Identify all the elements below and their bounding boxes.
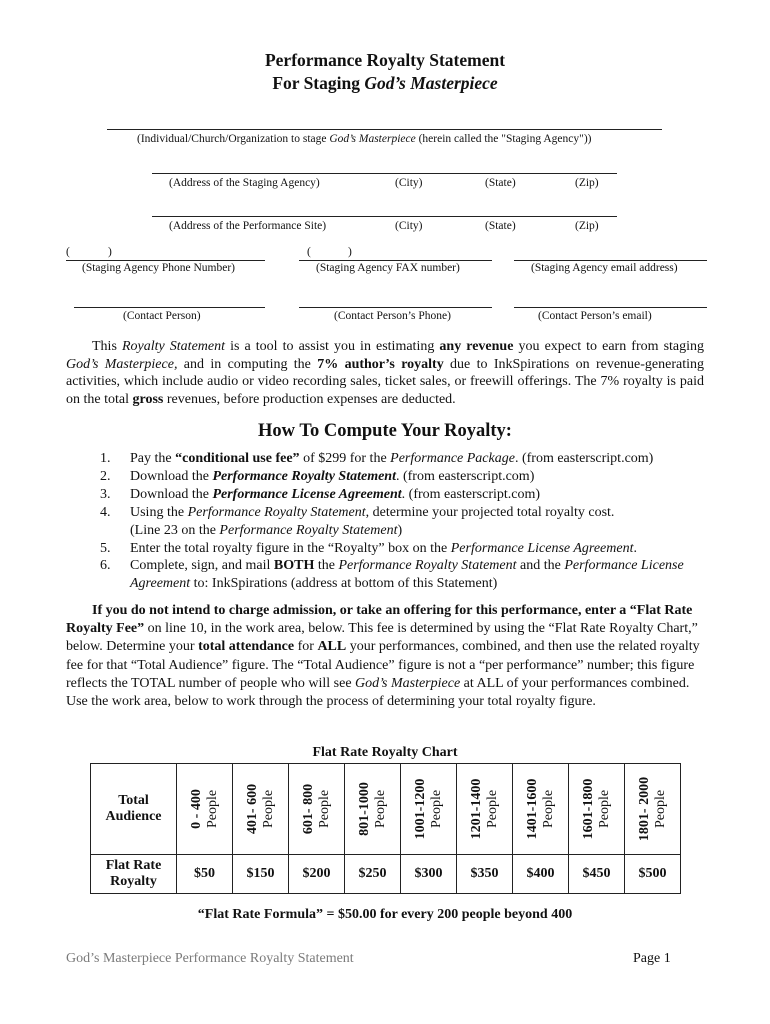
people-label: People bbox=[596, 789, 612, 829]
people-label: People bbox=[204, 789, 220, 829]
royalty-fee-cell: $450 bbox=[569, 855, 625, 894]
agency-address-line[interactable] bbox=[152, 173, 617, 174]
phone-line[interactable] bbox=[66, 260, 265, 261]
royalty-fee-cell: $200 bbox=[289, 855, 345, 894]
email-line[interactable] bbox=[514, 260, 707, 261]
audience-range-label bbox=[357, 782, 389, 836]
audience-range-text: 1401-1600 bbox=[524, 778, 540, 840]
site-address-caption: (Address of the Performance Site) bbox=[169, 220, 327, 232]
audience-range-text: 1601-1800 bbox=[580, 778, 596, 840]
footer-document-name: God’s Masterpiece Performance Royalty Statement bbox=[66, 951, 354, 966]
site-city-caption: (City) bbox=[395, 220, 423, 232]
footer-page-number: Page 1 bbox=[633, 951, 671, 966]
chart-title: Flat Rate Royalty Chart bbox=[312, 745, 458, 760]
agency-state-caption: (State) bbox=[485, 177, 516, 189]
list-item: 4. Using the Performance Royalty Statement, determine your projected total royalty cost. (Line 23 on the Performance Royalty Statement) bbox=[100, 504, 615, 538]
audience-range-label bbox=[637, 777, 669, 841]
howto-heading: How To Compute Your Royalty: bbox=[258, 421, 512, 441]
phone-caption: (Staging Agency Phone Number) bbox=[82, 262, 235, 274]
fax-paren-open: ( bbox=[307, 246, 311, 258]
flat-rate-formula: “Flat Rate Formula” = $50.00 for every 200 people beyond 400 bbox=[197, 907, 573, 922]
page-subtitle bbox=[0, 73, 770, 94]
contact-email-line[interactable] bbox=[514, 307, 707, 308]
caption-text: (Individual/Church/Organization to stage bbox=[137, 133, 330, 145]
royalty-fee-cell: $250 bbox=[345, 855, 401, 894]
site-address-line[interactable] bbox=[152, 216, 617, 217]
table-row bbox=[91, 764, 681, 855]
fax-paren-close: ) bbox=[348, 246, 352, 258]
howto-steps bbox=[66, 450, 706, 593]
page-title: Performance Royalty Statement bbox=[264, 50, 506, 70]
phone-paren-close: ) bbox=[108, 246, 112, 258]
audience-range-label bbox=[301, 784, 333, 834]
site-zip-caption: (Zip) bbox=[575, 220, 599, 232]
audience-range-text: 0 - 400 bbox=[188, 789, 204, 829]
audience-range-text: 401- 600 bbox=[244, 783, 260, 835]
audience-range-cell bbox=[457, 764, 513, 855]
site-state-caption: (State) bbox=[485, 220, 516, 232]
list-item: 5. Enter the total royalty figure in the “Royalty” box on the Performance License Agreement. bbox=[100, 540, 637, 556]
people-label: People bbox=[428, 789, 444, 829]
list-item: 2. Download the Performance Royalty Statement. (from easterscript.com) bbox=[100, 468, 535, 484]
royalty-fee-cell: $500 bbox=[625, 855, 681, 894]
royalty-fee-cell: $50 bbox=[177, 855, 233, 894]
agency-zip-caption: (Zip) bbox=[575, 177, 599, 189]
audience-range-label bbox=[413, 779, 445, 840]
royalty-fee-cell: $400 bbox=[513, 855, 569, 894]
royalty-fee-cell: $350 bbox=[457, 855, 513, 894]
audience-range-text: 1201-1400 bbox=[468, 778, 484, 840]
people-label: People bbox=[484, 789, 500, 829]
audience-range-cell bbox=[513, 764, 569, 855]
caption-italic: God’s Masterpiece bbox=[329, 133, 416, 145]
agency-name-line[interactable] bbox=[107, 129, 662, 130]
people-label: People bbox=[260, 789, 276, 829]
email-caption: (Staging Agency email address) bbox=[531, 262, 678, 274]
list-item: 1. Pay the “conditional use fee” of $299 for the Performance Package. (from easterscript.com) bbox=[100, 451, 654, 466]
audience-range-text: 1001-1200 bbox=[412, 778, 428, 840]
contact-person-line[interactable] bbox=[74, 307, 265, 308]
flat-rate-paragraph: If you do not intend to charge admission, or take an offering for this performance, enter a “Flat Rate Royalty Fee” on line 10, in the work area, below. This fee is determined by using the “Flat Rate Royalty Chart,” below. Determine your total attendance for ALL your performances, combined, and then use the related royalty fee for that “Total Audience” figure. The “Total Audience” figure is not a “per performance” number; this figure reflects the TOTAL number of people who will see God’s Masterpiece at ALL of your performances combined. Use the work area, below to work through the process of determining your total royalty figure. bbox=[66, 603, 700, 710]
agency-address-caption: (Address of the Staging Agency) bbox=[169, 177, 320, 189]
intro-paragraph: This Royalty Statement is a tool to assist you in estimating any revenue you expect to earn from staging God’s Masterpiece, and in computing the 7% author’s royalty due to InkSpirations on revenue-generating activities, which include audio or video recording sales, ticket sales, or freewill offerings. The 7% royalty is paid on the total gross revenues, before production expenses are deducted. bbox=[66, 339, 705, 407]
row-header-flat-rate-royalty: Flat Rate Royalty bbox=[91, 855, 177, 894]
audience-range-cell bbox=[401, 764, 457, 855]
table-row bbox=[91, 855, 681, 894]
audience-range-cell bbox=[177, 764, 233, 855]
audience-range-text: 601- 800 bbox=[300, 783, 316, 835]
audience-range-cell bbox=[233, 764, 289, 855]
phone-paren-open: ( bbox=[66, 246, 70, 258]
audience-range-cell bbox=[569, 764, 625, 855]
people-label: People bbox=[316, 789, 332, 829]
people-label: People bbox=[372, 789, 388, 829]
list-item: 3. Download the Performance License Agreement. (from easterscript.com) bbox=[100, 486, 541, 502]
audience-range-cell bbox=[345, 764, 401, 855]
row-header-total-audience: Total Audience bbox=[91, 764, 177, 855]
audience-range-label bbox=[581, 779, 613, 840]
agency-city-caption: (City) bbox=[395, 177, 423, 189]
audience-range-label bbox=[525, 779, 557, 840]
flat-rate-royalty-chart bbox=[90, 763, 681, 894]
audience-range-text: 1801- 2000 bbox=[636, 776, 652, 842]
subtitle-play-name: God’s Masterpiece bbox=[364, 73, 498, 93]
fax-caption: (Staging Agency FAX number) bbox=[316, 262, 460, 274]
audience-range-label bbox=[469, 779, 501, 840]
contact-phone-caption: (Contact Person’s Phone) bbox=[334, 310, 451, 322]
contact-email-caption: (Contact Person’s email) bbox=[538, 310, 652, 322]
royalty-fee-cell: $150 bbox=[233, 855, 289, 894]
agency-name-caption bbox=[137, 133, 591, 145]
audience-range-cell bbox=[289, 764, 345, 855]
royalty-fee-cell: $300 bbox=[401, 855, 457, 894]
caption-text: (herein called the "Staging Agency")) bbox=[415, 133, 592, 145]
list-item: 6. Complete, sign, and mail BOTH the Performance Royalty Statement and the Performance License Agreement to: InkSpirations (address at bottom of this Statement) bbox=[100, 558, 684, 592]
people-label: People bbox=[652, 789, 668, 829]
fax-line[interactable] bbox=[299, 260, 492, 261]
audience-range-cell bbox=[625, 764, 681, 855]
contact-person-caption: (Contact Person) bbox=[123, 310, 201, 322]
audience-range-label bbox=[245, 784, 277, 834]
audience-range-label bbox=[189, 789, 221, 829]
subtitle-prefix: For Staging bbox=[272, 73, 365, 93]
contact-phone-line[interactable] bbox=[299, 307, 492, 308]
people-label: People bbox=[540, 789, 556, 829]
audience-range-text: 801-1000 bbox=[356, 782, 372, 836]
